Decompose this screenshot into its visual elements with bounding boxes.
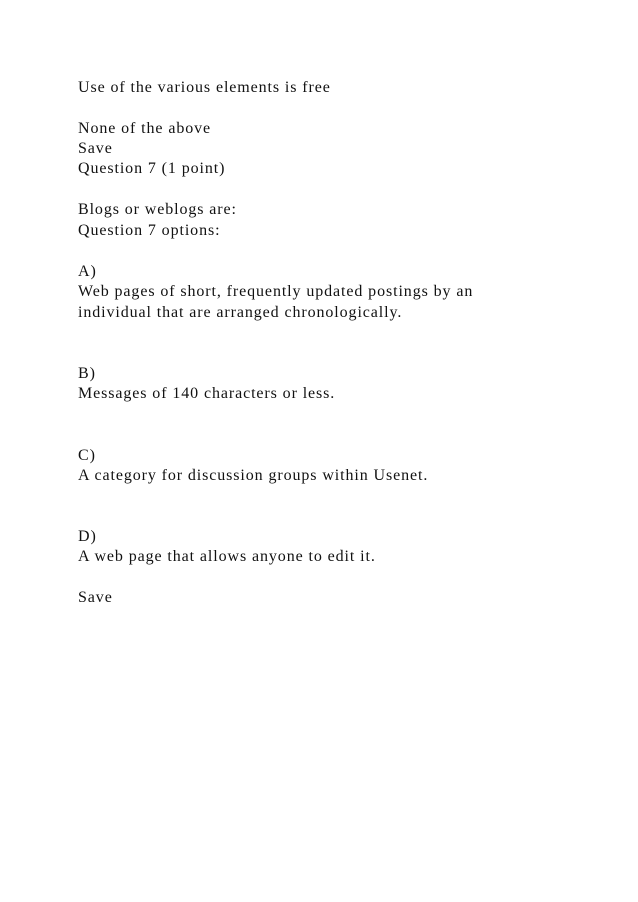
option-b-text[interactable]: Messages of 140 characters or less. [78,385,336,402]
prev-option-d-text: None of the above [78,120,212,137]
option-b-letter[interactable]: B) [78,365,96,382]
options-heading: Question 7 options: [78,222,221,239]
question-heading: Question 7 (1 point) [78,160,226,177]
option-c-text[interactable]: A category for discussion groups within Usenet. [78,467,429,484]
prev-save-link[interactable]: Save [78,140,113,157]
option-a-text-line2[interactable]: individual that are arranged chronologically. [78,304,403,321]
option-c-letter[interactable]: C) [78,447,96,464]
option-a-text-line1[interactable]: Web pages of short, frequently updated postings by an [78,283,474,300]
option-d-text[interactable]: A web page that allows anyone to edit it. [78,548,376,565]
save-link[interactable]: Save [78,589,113,606]
option-a-letter[interactable]: A) [78,263,97,280]
option-d-letter[interactable]: D) [78,528,97,545]
question-text: Blogs or weblogs are: [78,201,237,218]
prev-option-c-text: Use of the various elements is free [78,79,331,96]
